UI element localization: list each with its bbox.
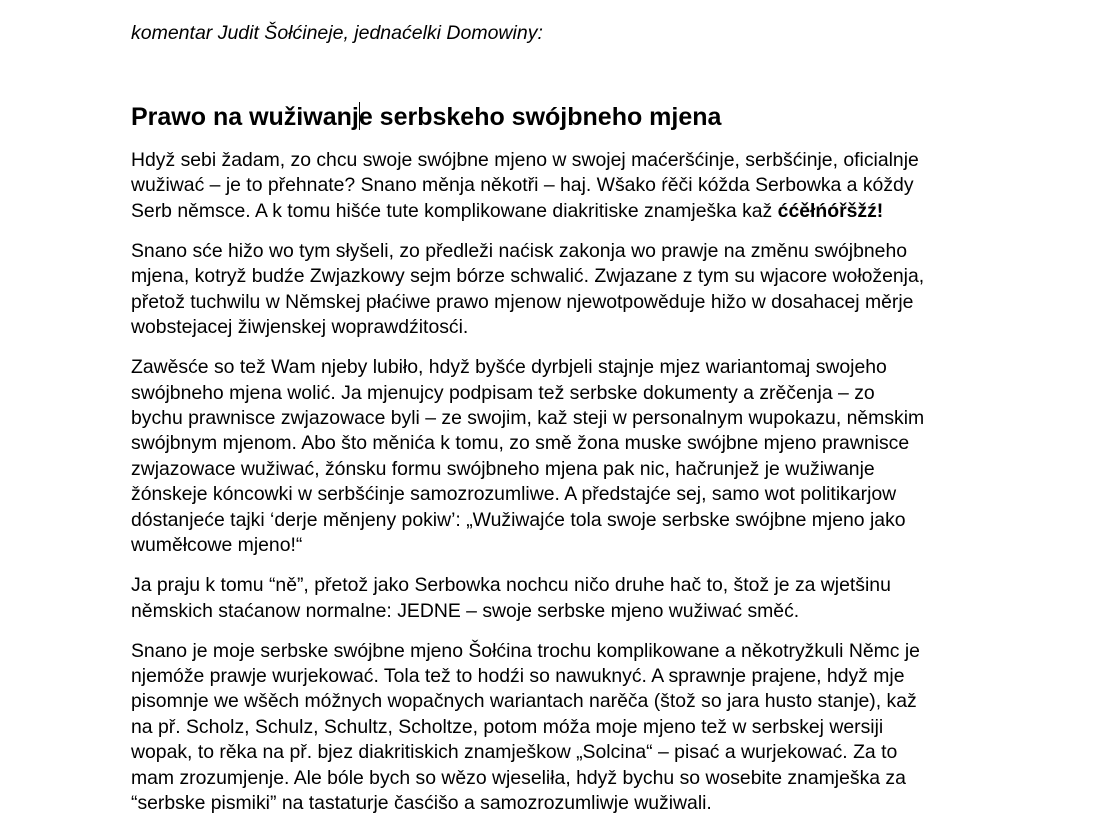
paragraph-5 xyxy=(131,639,981,817)
paragraph-line: mjena, kotryž budźe Zwjazkowy sejm bórze schwalić. Zwjazane z tym su wjacore wołoženja, xyxy=(131,265,925,288)
paragraph-line: wužiwać – je to přehnate? Snano měnja někotři – haj. Wšako ŕěči kóžda Serbowka a kóždy xyxy=(131,174,914,197)
paragraph-line: swójbneho mjena wolić. Ja mjenujcy podpisam tež serbske dokumenty a zrěčenja – zo xyxy=(131,381,875,404)
diacritics-example: ććěłńóřšžź! xyxy=(777,199,884,222)
paragraph-line: mam zrozumjenje. Ale bóle bych so wězo wjeseliła, hdyž bychu so wosebite znamješka za xyxy=(131,766,906,789)
paragraph-line: zwjazowace wužiwać, žónsku formu swójbneho mjena pak nic, hačrunjež je wužiwanje xyxy=(131,457,875,480)
paragraph-line: wobstejacej žiwjenskej woprawdźitosći. xyxy=(131,316,469,339)
paragraph-line: wuměłcowe mjeno!“ xyxy=(131,534,303,557)
paragraph-line: Snano je moje serbske swójbne mjeno Šołćina trochu komplikowane a někotryžkuli Němc je xyxy=(131,639,920,662)
title-text-after-caret: e serbskeho swójbneho mjena xyxy=(358,103,722,131)
paragraph-line: Snano sće hižo wo tym słyšeli, zo předleži naćisk zakonja wo prawje na změnu swójbneho xyxy=(131,239,908,262)
paragraph-line-text: Serb němsce. A k tomu hišće tute komplikowane diakritiske znamješka kaž xyxy=(131,199,778,222)
paragraph-line: Hdyž sebi žadam, zo chcu swoje swójbne mjeno w swojej maćeršćinje, serbšćinje, oficialnje xyxy=(131,149,919,171)
paragraph-line: Ja praju k tomu “ně”, přetož jako Serbowka nochcu ničo druhe hač to, štož je za wjetšinu xyxy=(131,574,891,597)
intro-line: komentar Judit Šołćineje, jednaćelki Domowiny: xyxy=(131,22,543,44)
paragraph-line: dóstanjeće tajki ‘derje měnjeny pokiw’: „Wužiwajće tola swoje serbske swójbne mjeno jako xyxy=(131,508,906,531)
paragraph-line: přetož tuchwilu w Němskej płaćiwe prawo mjenow njewotpowěduje hižo w dosahacej měrje xyxy=(131,290,914,313)
paragraph-line: pisomnje we wšěch móžnych wopačnych wariantach narěča (štož so jara husto stanje), kaž xyxy=(131,690,917,713)
paragraph-line: “serbske pismiki” na tastaturje časćišo a samozrozumliwje wužiwali. xyxy=(131,792,712,815)
paragraph-line: žónskeje kóncowki w serbšćinje samozrozumliwe. A předstajće sej, samo wot politikarjow xyxy=(131,483,897,506)
paragraph-line xyxy=(131,199,981,224)
paragraph-line: Zawěsće so tež Wam njeby lubiło, hdyž byšće dyrbjeli stajnje mjez wariantomaj swojeho xyxy=(131,356,887,379)
title-text-before-caret: Prawo na wužiwanj xyxy=(131,103,359,131)
document-body[interactable] xyxy=(131,148,981,831)
paragraph-line: němskich staćanow normalne: JEDNE – swoje serbske mjeno wužiwać směć. xyxy=(131,599,800,622)
paragraph-line: njemóže prawje wurjekować. Tola tež to hodźi so nawuknyć. A sprawnje prajene, hdyž mje xyxy=(131,665,905,688)
paragraph-line: bychu prawnisce zwjazowace byli – ze swojim, kaž steji w personalnym wupokazu, němskim xyxy=(131,407,925,430)
paragraph-1 xyxy=(131,148,981,224)
paragraph-line: wopak, to rěka na př. bjez diakritiskich znamješkow „Solcina“ – pisać a wurjekować. Za to xyxy=(131,741,898,764)
paragraph-4 xyxy=(131,573,981,624)
page-title xyxy=(131,102,721,132)
paragraph-line: swójbnym mjenom. Abo što měnića k tomu, zo smě žona muske swójbne mjeno prawnisce xyxy=(131,432,910,455)
paragraph-line: na př. Scholz, Schulz, Schultz, Scholtze, potom móža moje mjeno tež w serbskej wersiji xyxy=(131,715,884,738)
paragraph-3 xyxy=(131,355,981,558)
paragraph-2 xyxy=(131,239,981,341)
